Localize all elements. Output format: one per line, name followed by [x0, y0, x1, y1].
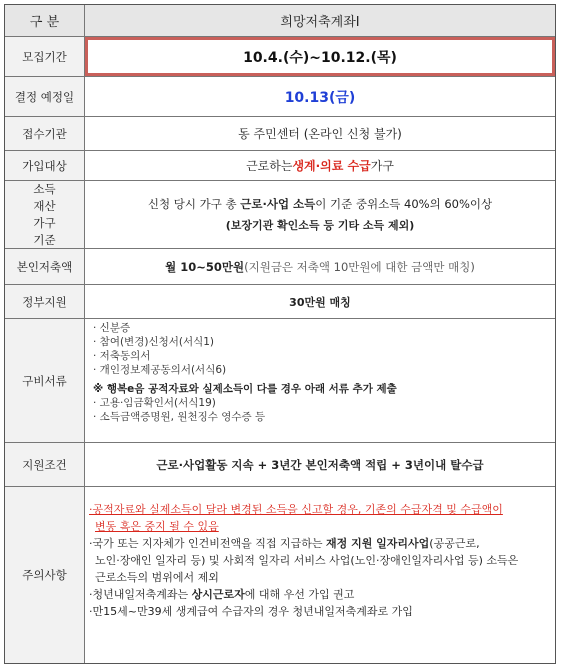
program-table: [4, 4, 556, 664]
docs-note: ※ 행복e음 공적자료와 실제소득이 다를 경우 아래 서류 추가 제출: [93, 383, 397, 395]
header-title: 희망저축계좌Ⅰ: [85, 5, 555, 36]
eligible-suffix: 가구: [370, 159, 394, 173]
caution-line: ·만15세~만39세 생계급여 수급자의 경우 청년내일저축계좌로 가입: [89, 605, 413, 618]
caution-row: [5, 487, 555, 663]
caution-line: 에 대해 우선 가입 권고: [244, 588, 355, 601]
docs-row: [5, 319, 555, 443]
income-label-line: 가구: [33, 215, 56, 230]
agency-row: [5, 117, 555, 151]
eligible-highlight: 생계·의료 수급: [292, 159, 371, 173]
doc-extra-item: · 소득금액증명원, 원천징수 영수증 등: [93, 411, 266, 423]
caution-line: ·청년내일저축계좌는: [89, 588, 192, 601]
income-label-line: 재산: [33, 198, 56, 213]
docs-list: [93, 321, 547, 424]
caution-line: ·국가 또는 지자체가 인건비전액을 직접 지급하는: [89, 537, 326, 550]
income-note: (보장기관 확인소득 등 기타 소득 제외): [225, 219, 415, 232]
recruit-row: [5, 37, 555, 77]
conditions-label: 지원조건: [5, 443, 85, 486]
income-text-b: 근로·사업 소득: [240, 197, 316, 211]
agency-label: 접수기관: [5, 117, 85, 150]
recruit-value: 10.4.(수)~10.12.(목): [85, 37, 555, 76]
savings-row: [5, 249, 555, 285]
eligible-label: 가입대상: [5, 151, 85, 180]
support-value: 30만원 매칭: [289, 295, 351, 309]
header-row: [5, 5, 555, 37]
recruit-label: 모집기간: [5, 37, 85, 76]
caution-line: 노인·장애인 일자리 등) 및 사회적 일자리 서비스 사업(노인·장애인일자리사업 등) 소득은: [95, 554, 519, 567]
support-label: 정부지원: [5, 285, 85, 318]
savings-note: (지원금은 저축액 10만원에 대한 금액만 매칭): [244, 259, 475, 274]
doc-item: · 저축동의서: [93, 350, 151, 362]
conditions-row: [5, 443, 555, 487]
caution-emphasis: 재정 지원 일자리사업: [326, 537, 430, 550]
caution-label: 주의사항: [5, 487, 85, 663]
doc-extra-item: · 고용·임금확인서(서식19): [93, 397, 216, 409]
docs-label: 구비서류: [5, 319, 85, 442]
caution-line: 변동 혹은 중지 될 수 있음: [95, 520, 219, 533]
doc-item: · 참여(변경)신청서(서식1): [93, 336, 215, 348]
savings-amount: 월 10~50만원: [165, 259, 245, 274]
doc-item: · 신분증: [93, 322, 131, 334]
decision-value: 10.13(금): [284, 89, 356, 106]
header-label: 구 분: [5, 5, 85, 36]
agency-value: 동 주민센터 (온라인 신청 불가): [238, 127, 402, 141]
doc-item: · 개인정보제공동의서(서식6): [93, 364, 227, 376]
income-label-line: 기준: [33, 232, 56, 247]
support-row: [5, 285, 555, 319]
income-text-a: 신청 당시 가구 총: [147, 197, 241, 211]
conditions-value: 근로·사업활동 지속 + 3년간 본인저축액 적립 + 3년이내 탈수급: [156, 457, 484, 472]
caution-list: [89, 501, 549, 620]
caution-line: (공공근로,: [429, 537, 480, 550]
caution-line: ·공적자료와 실제소득이 달라 변경된 소득을 신고할 경우, 기존의 수급자격 및 수급액이: [89, 503, 503, 516]
income-row: [5, 181, 555, 249]
eligible-row: [5, 151, 555, 181]
decision-label: 결정 예정일: [5, 77, 85, 116]
income-text-c: 이 기준 중위소득 40%의 60%이상: [315, 197, 493, 211]
decision-row: [5, 77, 555, 117]
caution-emphasis: 상시근로자: [191, 588, 245, 601]
eligible-prefix: 근로하는: [246, 159, 293, 173]
savings-label: 본인저축액: [5, 249, 85, 284]
caution-line: 근로소득의 범위에서 제외: [95, 571, 219, 584]
income-label-line: 소득: [33, 181, 56, 196]
income-label: [5, 181, 85, 248]
